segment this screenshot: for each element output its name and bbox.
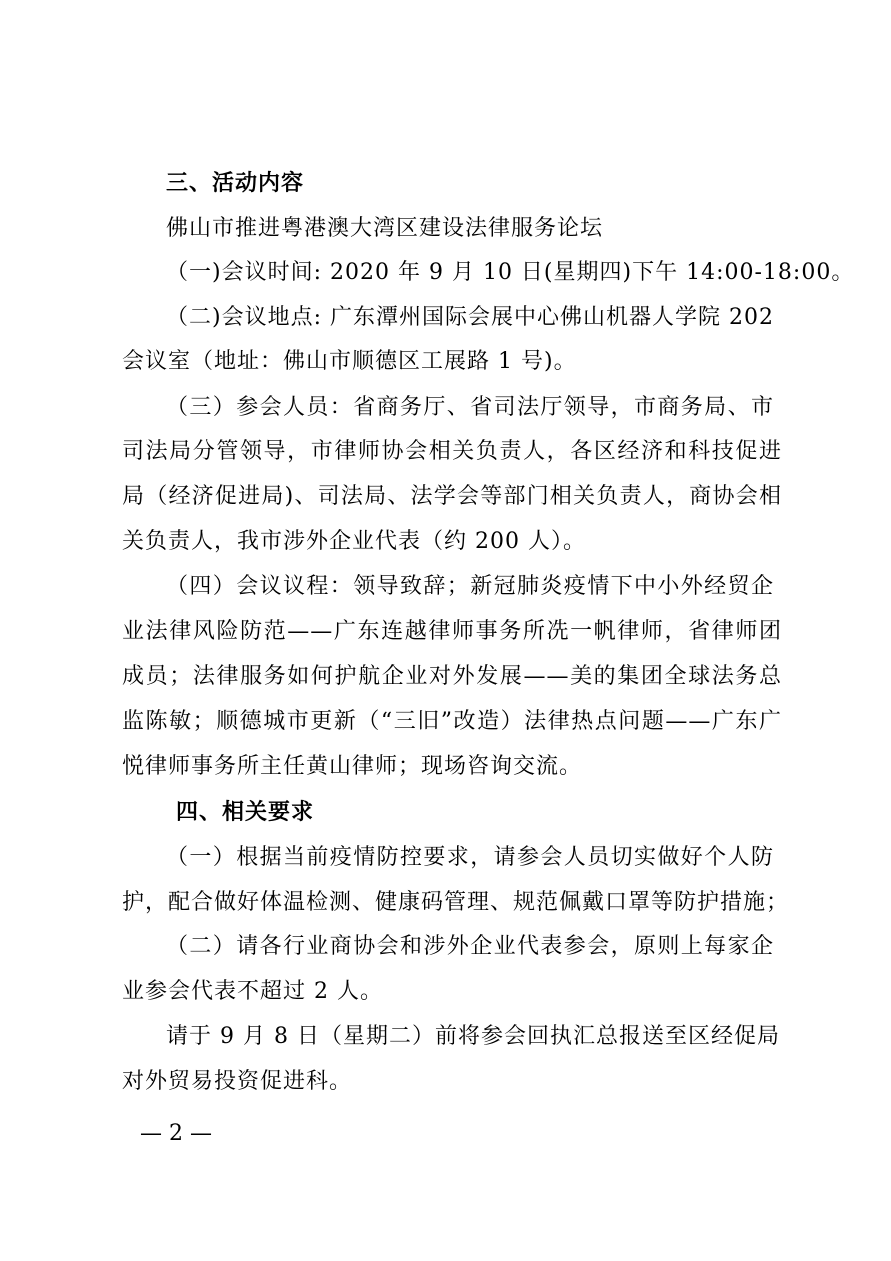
event-title: 佛山市推进粤港澳大湾区建设法律服务论坛 [166, 216, 604, 241]
requirement2-line1: （二）请各行业商协会和涉外企业代表参会，原则上每家企 [166, 934, 774, 959]
agenda-line3: 成员；法律服务如何护航企业对外发展——美的集团全球法务总 [122, 664, 782, 689]
requirement1-line2: 护，配合做好体温检测、健康码管理、规范佩戴口罩等防护措施； [122, 890, 790, 915]
agenda-line5: 悦律师事务所主任黄山律师；现场咨询交流。 [122, 754, 583, 779]
attendees-line3: 局（经济促进局)、司法局、法学会等部门相关负责人，商协会相 [122, 484, 782, 509]
submission-note-line1: 请于 9 月 8 日（星期二）前将参会回执汇总报送至区经促局 [166, 1024, 780, 1049]
meeting-time: （一)会议时间: 2020 年 9 月 10 日(星期四)下午 14:00-18:00。 [166, 260, 855, 285]
page-number: — 2 — [140, 1121, 212, 1146]
section3-heading: 三、活动内容 [166, 171, 305, 196]
requirement1-line1: （一）根据当前疫情防控要求，请参会人员切实做好个人防 [166, 845, 774, 870]
agenda-line1: （四）会议议程：领导致辞；新冠肺炎疫情下中小外经贸企 [166, 574, 774, 599]
section4-heading: 四、相关要求 [176, 800, 315, 825]
agenda-line4: 监陈敏；顺德城市更新（“三旧”改造）法律热点问题——广东广 [122, 709, 782, 734]
attendees-line4: 关负责人，我市涉外企业代表（约 200 人）。 [122, 529, 586, 554]
meeting-venue-line2: 会议室（地址：佛山市顺德区工展路 1 号)。 [122, 349, 577, 374]
submission-note-line2: 对外贸易投资促进科。 [122, 1069, 353, 1094]
requirement2-line2: 业参会代表不超过 2 人。 [122, 979, 383, 1004]
meeting-venue-line1: （二)会议地点: 广东潭州国际会展中心佛山机器人学院 202 [166, 305, 774, 330]
agenda-line2: 业法律风险防范——广东连越律师事务所冼一帆律师，省律师团 [122, 619, 782, 644]
attendees-line1: （三）参会人员：省商务厅、省司法厅领导，市商务局、市 [166, 395, 774, 420]
attendees-line2: 司法局分管领导，市律师协会相关负责人，各区经济和科技促进 [122, 439, 782, 464]
